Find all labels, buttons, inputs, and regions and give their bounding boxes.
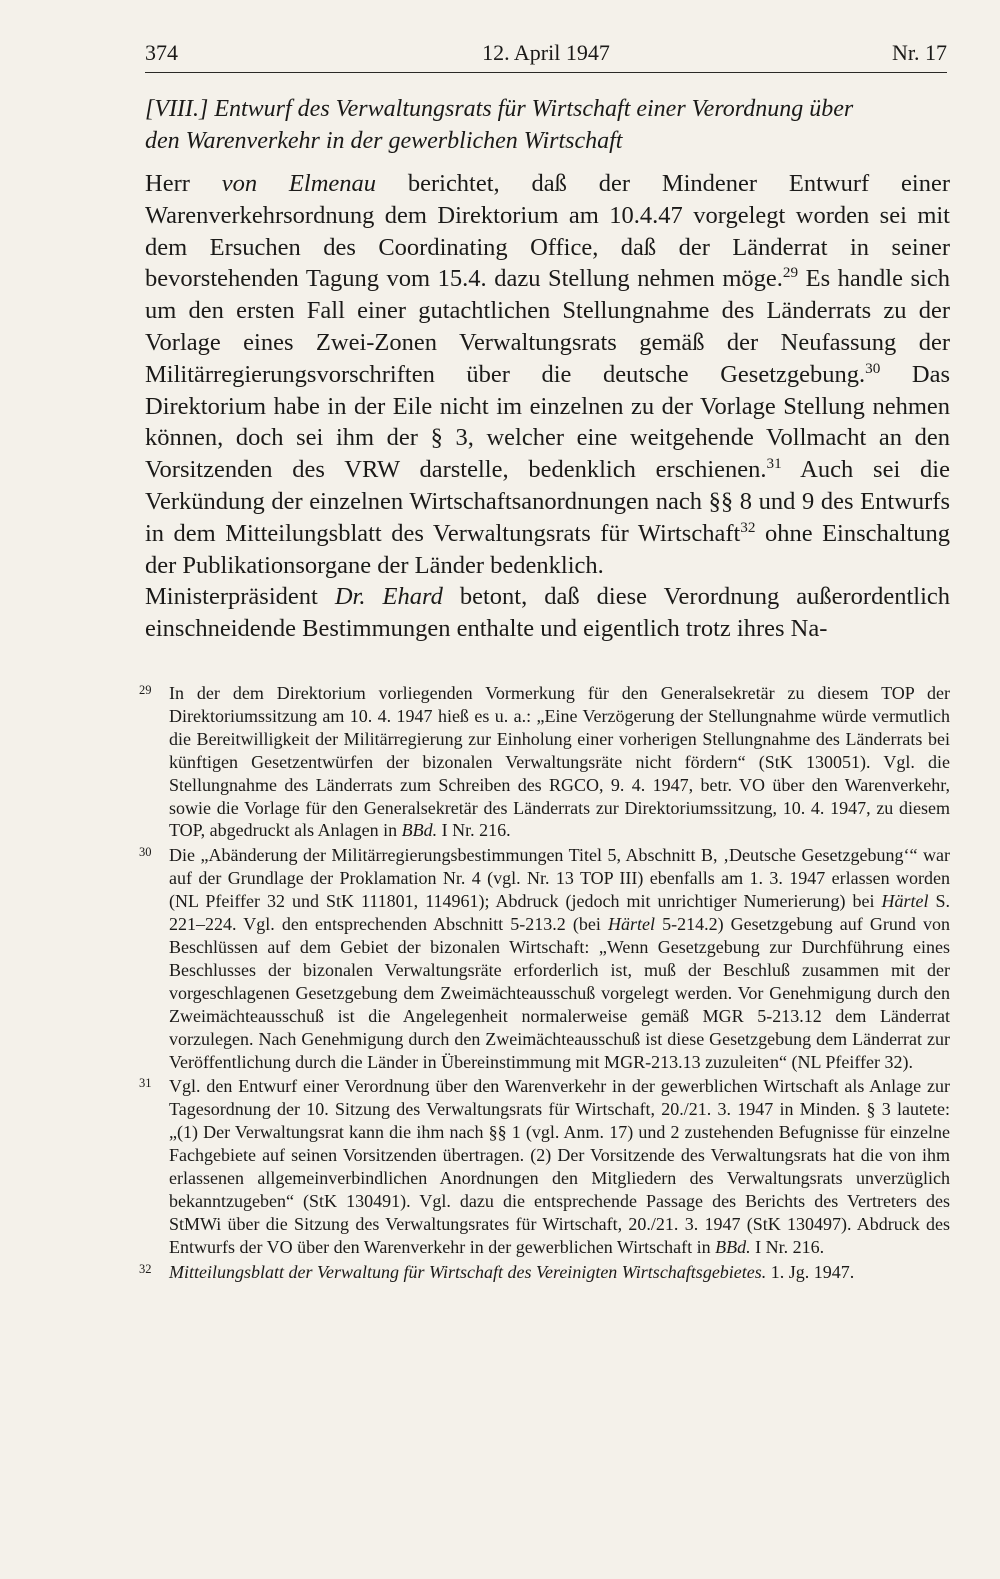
footnote-text-tail: I Nr. 216. [437,820,511,841]
footnote-30 [139,844,950,1073]
text-run: betont, daß diese Verordnung außerordentlich einschneidende Bestimmungen enthalte und eigentlich trotz ihres Na- [145,583,950,643]
text-run: Das Direktorium habe in der Eile nicht im einzelnen zu der Vorlage Stellung nehmen können, doch sei ihm der § 3, welcher eine weitgehende Vollmacht an den Vorsitzenden des VRW darstelle, bedenklich erschienen. [145,360,950,484]
heading-line-1: [VIII.] Entwurf des Verwaltungsrats für Wirtschaft einer Verordnung über [145,96,854,122]
footnote-ref-work: Härtel [607,914,655,935]
document-number: Nr. 17 [892,40,947,65]
speaker-name: von Elmenau [221,170,377,197]
speaker-name: Dr. Ehard [334,583,443,611]
footnote-29 [139,682,950,842]
text-run: Herr [145,170,222,197]
header-date: 12. April 1947 [482,40,610,65]
footnote-text: In der dem Direktorium vorliegenden Vormerkung für den Generalsekretär zu diesem TOP der Direktoriumssitzung am 10. 4. 1947 hieß es u. a.: „Eine Verzögerung der Stellungnahme würde vermutlich die Bereitwilligkeit der Militärregierung zur Einholung einer vorherigen Stellungnahme des Länderrats bei künftigen Gesetzentwürfen der bizonalen Verwaltungsräte nicht fördern“ (StK 130051). Vgl. die Stellungnahme des Länderrats zum Schreiben des RGCO, 9. 4. 1947, betr. VO über den Warenverkehr, sowie die Vorlage für den Generalsekretär des Länderrats zur Direktoriumssitzung, 10. 4. 1947, zu diesem TOP, abgedruckt als Anlagen in [169,683,950,841]
text-run: Ministerpräsident [145,583,335,611]
footnotes-section [139,682,950,1286]
heading-line-2: den Warenverkehr in der gewerblichen Wirtschaft [145,128,623,154]
footnote-text-mid: S. 221–224. Vgl. den entsprechenden Abschnitt 5-213.2 (bei [169,891,950,935]
section-heading [145,93,950,157]
text-run: Auch sei die Verkündung der einzelnen Wirtschaftsanordnungen nach §§ 8 und 9 des Entwurfs in dem Mitteilungsblatt des Verwaltungsrats für Wirtschaft [145,456,950,547]
footnote-ref-work: BBd. [715,1236,751,1257]
footnote-32 [139,1261,950,1284]
footnote-text: Vgl. den Entwurf einer Verordnung über den Warenverkehr in der gewerblichen Wirtschaft als Anlage zur Tagesordnung der 10. Sitzung des Verwaltungsrats für Wirtschaft, 20./21. 3. 1947 in Minden. § 3 lautete: „(1) Der Verwaltungsrat kann die ihm nach §§ 1 (vgl. Anm. 17) und 2 zustehenden Befugnisse für einzelne Fachgebiete auf seinen Vorsitzenden übertragen. (2) Der Vorsitzende des Verwaltungsrats hat die von ihm erlassenen allgemeinverbindlichen Anordnungen den Mitgliedern des Verwaltungsrats unverzüglich bekanntzugeben“ (StK 130491). Vgl. dazu die entsprechende Passage des Berichts des Vertreters des StMWi über die Sitzung des Verwaltungsrates für Wirtschaft, 20./21. 3. 1947 (StK 130497). Abdruck des Entwurfs der VO über den Warenverkehr in der gewerblichen Wirtschaft in [169,1076,950,1257]
footnote-number: 30 [139,845,152,860]
footnote-number: 31 [139,1076,152,1091]
footnote-text-tail: I Nr. 216. [750,1236,825,1257]
footnote-ref-29[interactable]: 29 [782,264,799,282]
footnote-text-tail: 5-214.2) Gesetzgebung auf Grund von Beschlüssen auf dem Gebiet der bizonalen Wirtschaft: „Wenn Gesetzgebung zur Durchführung eines Beschlusses der bizonalen Verwaltungsräte erforderlich ist, muß der Beschluß zusammen mit der vorgeschlagenen Gesetzgebung dem Zweimächteausschuß vorgelegt werden. Vor Genehmigung durch den Zweimächteausschuß ist die Angelegenheit normalerweise gemäß MGR 5-213.12 dem Länderrat vorzulegen. Nach Genehmigung durch den Zweimächteausschuß ist diese Gesetzgebung dem Länderrat zur Veröffentlichung durch die Länder in Übereinstimmung mit MGR-213.13 zuzuleiten“ (NL Pfeiffer 32). [169,914,950,1072]
footnote-ref-work: BBd. [401,820,438,841]
page-header [145,38,947,73]
paragraph-1 [145,168,950,581]
text-run: berichtet, daß der Mindener Entwurf einer Warenverkehrsordnung dem Direktorium am 10.4.47 vorgelegt worden sei mit dem Ersuchen des Coordinating Office, daß der Länderrat in seiner bevorstehenden Tagung vom 15.4. dazu Stellung nehmen möge. [145,170,950,293]
footnote-ref-31[interactable]: 31 [766,455,782,473]
page-number: 374 [145,40,178,65]
footnote-31 [139,1075,950,1258]
footnote-ref-32[interactable]: 32 [740,518,756,536]
footnote-text-tail: 1. Jg. 1947. [766,1261,855,1282]
paragraph-2 [145,581,950,645]
body-text [145,168,950,645]
text-run: Es handle sich um den ersten Fall einer gutachtlichen Stellungnahme des Länderrats zu der Vorlage eines Zwei-Zonen Verwaltungsrats gemäß der Neufassung der Militärregierungsvorschriften über die deutsche Gesetzgebung. [145,265,950,388]
footnote-text: Die „Abänderung der Militärregierungsbestimmungen Titel 5, Abschnitt B, ‚Deutsche Gesetzgebung‘“ war auf der Grundlage der Proklamation Nr. 4 (vgl. Nr. 13 TOP III) ebenfalls am 1. 3. 1947 erlassen worden (NL Pfeiffer 32 und StK 111801, 114961); Abdruck (jedoch mit unrichtiger Numerierung) bei [169,845,950,912]
footnote-ref-30[interactable]: 30 [865,359,881,377]
footnote-number: 32 [139,1261,152,1276]
footnote-number: 29 [139,683,152,697]
footnote-ref-work: Härtel [881,891,929,912]
text-run: ohne Einschaltung der Publikationsorgane der Länder bedenklich. [145,519,951,579]
footnote-text: Mitteilungsblatt der Verwaltung für Wirtschaft des Vereinigten Wirtschaftsgebietes. [169,1261,767,1282]
